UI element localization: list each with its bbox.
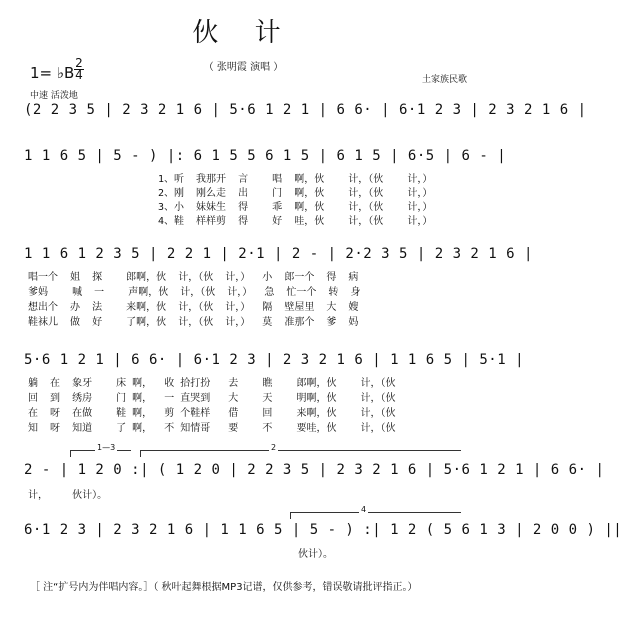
tempo-marking: 中速 活泼地 — [30, 91, 78, 101]
lyric-row-4-verse-1: 躺 在 象牙 床 啊， 收 拾打扮 去 瞧 郎啊，伙 计，（伙 — [28, 378, 396, 389]
lyric-row-2-verse-4: 4、鞋 样样剪 得 好 哇，伙 计，（伙 计，） — [158, 216, 433, 227]
lyric-row-2-verse-2: 2、刚 刚么走 出 门 啊，伙 计，（伙 计，） — [158, 188, 433, 199]
volta-bracket-fourth: 4 — [290, 512, 461, 519]
footnote: ［ 注“扩号内为伴唱内容。］（ 秋叶起舞根据MP3记谱，仅供参考，错误敬请批评指正。） — [30, 582, 418, 593]
notation-row-3: 1 1 6 1 2 3 5 | 2 2 1 | 2·1 | 2 - | 2·2 3 5 | 2 3 2 1 6 | — [24, 246, 533, 262]
key-signature: 1= ♭B — [30, 64, 75, 82]
lyric-row-4-verse-2: 回 到 绣房 门 啊， 一 直哭到 大 天 明啊，伙 计，（伙 — [28, 393, 396, 404]
lyric-row-6: 伙计）。 — [298, 549, 333, 560]
singer-credit: （ 张明霞 演唱 ） — [203, 62, 284, 73]
notation-row-4: 5·6 1 2 1 | 6 6· | 6·1 2 3 | 2 3 2 1 6 | 1 1 6 5 | 5·1 | — [24, 352, 525, 368]
notation-row-2: 1 1 6 5 | 5 - ) |: 6 1 5 5 6 1 5 | 6 1 5 | 6·5 | 6 - | — [24, 148, 507, 164]
lyric-row-5: 计， 伙计）。 — [28, 490, 108, 501]
lyric-row-3-verse-1: 唱一个 姐 探 郎啊，伙 计，（伙 计，） 小 郎一个 得 病 — [28, 272, 359, 283]
volta-bracket-second: 2 — [140, 450, 461, 457]
time-signature — [74, 58, 84, 81]
genre-label: 土家族民歌 — [421, 75, 467, 85]
time-numerator: 2 — [75, 56, 83, 70]
lyric-row-4-verse-4: 知 呀 知道 了 啊， 不 知情哥 要 不 要哇，伙 计，（伙 — [28, 423, 396, 434]
lyric-row-3-verse-3: 想出个 办 法 来啊，伙 计，（伙 计，） 隔 壁屋里 大 嫂 — [28, 302, 359, 313]
notation-row-1: (2 2 3 5 | 2 3 2 1 6 | 5·6 1 2 1 | 6 6· | 6·1 2 3 | 2 3 2 1 6 | — [24, 102, 587, 118]
lyric-row-3-verse-4: 鞋袜儿 做 好 了啊，伙 计，（伙 计，） 莫 准那个 爹 妈 — [28, 317, 359, 328]
song-title: 伙 计 — [192, 18, 295, 48]
time-denominator: 4 — [75, 68, 83, 82]
lyric-row-4-verse-3: 在 呀 在做 鞋 啊， 剪 个鞋样 借 回 来啊，伙 计，（伙 — [28, 408, 396, 419]
lyric-row-2-verse-1: 1、听 我那开 言 唱 啊，伙 计，（伙 计，） — [158, 174, 433, 185]
lyric-row-2-verse-3: 3、小 妹妹生 得 乖 啊，伙 计，（伙 计，） — [158, 202, 433, 213]
notation-row-5: 2 - | 1 2 0 :| ( 1 2 0 | 2 2 3 5 | 2 3 2 1 6 | 5·6 1 2 1 | 6 6· | — [24, 462, 605, 478]
volta-bracket-first: 1—3 — [70, 450, 131, 457]
notation-row-6: 6·1 2 3 | 2 3 2 1 6 | 1 1 6 5 | 5 - ) :| 1 2 ( 5 6 1 3 | 2 0 0 ) || — [24, 522, 622, 538]
lyric-row-3-verse-2: 爹妈 喊 一 声啊，伙 计，（伙 计，） 急 忙一个 转 身 — [28, 287, 361, 298]
